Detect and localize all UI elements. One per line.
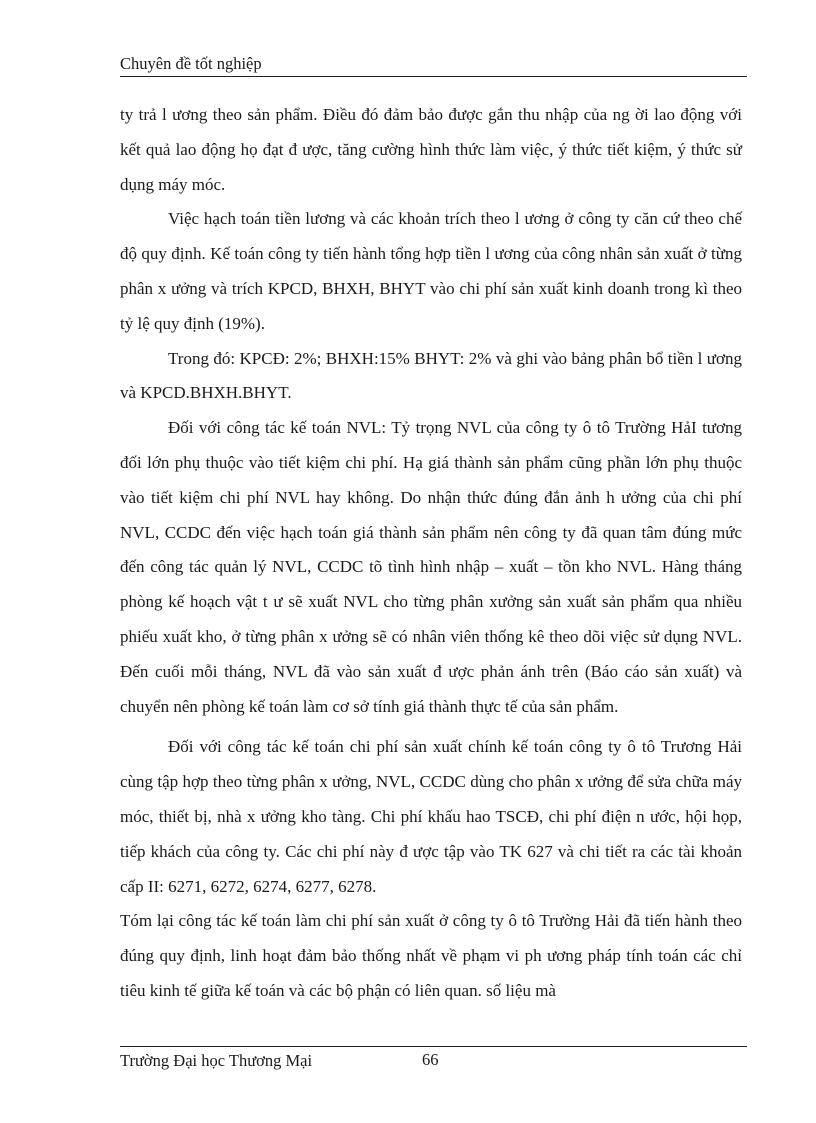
paragraph-salary-accounting: Việc hạch toán tiền lương và các khoản trích theo l ương ở công ty căn cứ theo chế độ quy định. Kế toán công ty tiến hành tổng hợp tiền l ương của công nhân sản xuất ở từng phân x ưởng và trích KPCD, BHXH, BHYT vào chi phí sản xuất kinh doanh trong kì theo tỷ lệ quy định (19%). [120,209,742,333]
footer-divider [120,1046,747,1047]
document-title: Chuyên đề tốt nghiệp [120,54,262,73]
page-number: 66 [422,1050,439,1069]
footer-school-name: Trường Đại học Thương Mại [120,1051,313,1070]
paragraph-deductions: Trong đó: KPCĐ: 2%; BHXH:15% BHYT: 2% và ghi vào bảng phân bổ tiền l ương và KPCD.BHXH.BHYT. [120,348,742,403]
paragraph-production-cost: Đối với công tác kế toán chi phí sản xuất chính kế toán công ty ô tô Trương Hải cùng tập hợp theo từng phân x ưởng, NVL, CCDC dùng cho phân x ưởng để sửa chữa máy móc, thiết bị, nhà x ưởng kho tàng. Chi phí khấu hao TSCĐ, chi phí điện n ước, hội họp, tiếp khách của công ty. Các chi phí này đ ược tập vào TK 627 và chi tiết ra các tài khoản cấp II: 6271, 6272, 6274, 6277, 6278. [120,737,742,896]
paragraph-materials-accounting: Đối với công tác kế toán NVL: Tỷ trọng NVL của công ty ô tô Trường HảI tương đối lớn phụ thuộc vào tiết kiệm chi phí. Hạ giá thành sản phẩm cũng phần lớn phụ thuộc vào tiết kiệm chi phí NVL hay không. Do nhận thức đúng đắn ảnh h ưởng của chi phí NVL, CCDC đến việc hạch toán giá thành sản phẩm nên công ty đã quan tâm đúng mức đến công tác quản lý NVL, CCDC tõ tình hình nhập – xuất – tồn kho NVL. Hàng tháng phòng kế hoạch vật t ư sẽ xuất NVL cho từng phân xưởng sản xuất sản phẩm qua nhiều phiếu xuất kho, ở từng phân x ưởng sẽ có nhân viên thống kê theo dõi việc sử dụng NVL. Đến cuối mỗi tháng, NVL đã vào sản xuất đ ược phản ánh trên (Báo cáo sản xuất) và chuyển nên phòng kế toán làm cơ sở tính giá thành thực tế của sản phẩm. [120,418,742,716]
paragraph-summary: Tóm lại công tác kế toán làm chi phí sản xuất ở công ty ô tô Trường Hải đã tiến hành theo đúng quy định, linh hoạt đảm bảo thống nhất về phạm vi ph ương pháp tính toán các chỉ tiêu kinh tế giữa kế toán và các bộ phận có liên quan. số liệu mà [120,911,742,1000]
page-header [120,52,747,77]
paragraph-continuation: ty trả l ương theo sản phẩm. Điều đó đảm bảo được gắn thu nhập của ng ời lao động với kết quả lao động họ đạt đ ược, tăng cường hình thức làm việc, ý thức tiết kiệm, ý thức sử dụng máy móc. [120,105,742,194]
body-text [120,98,742,1009]
